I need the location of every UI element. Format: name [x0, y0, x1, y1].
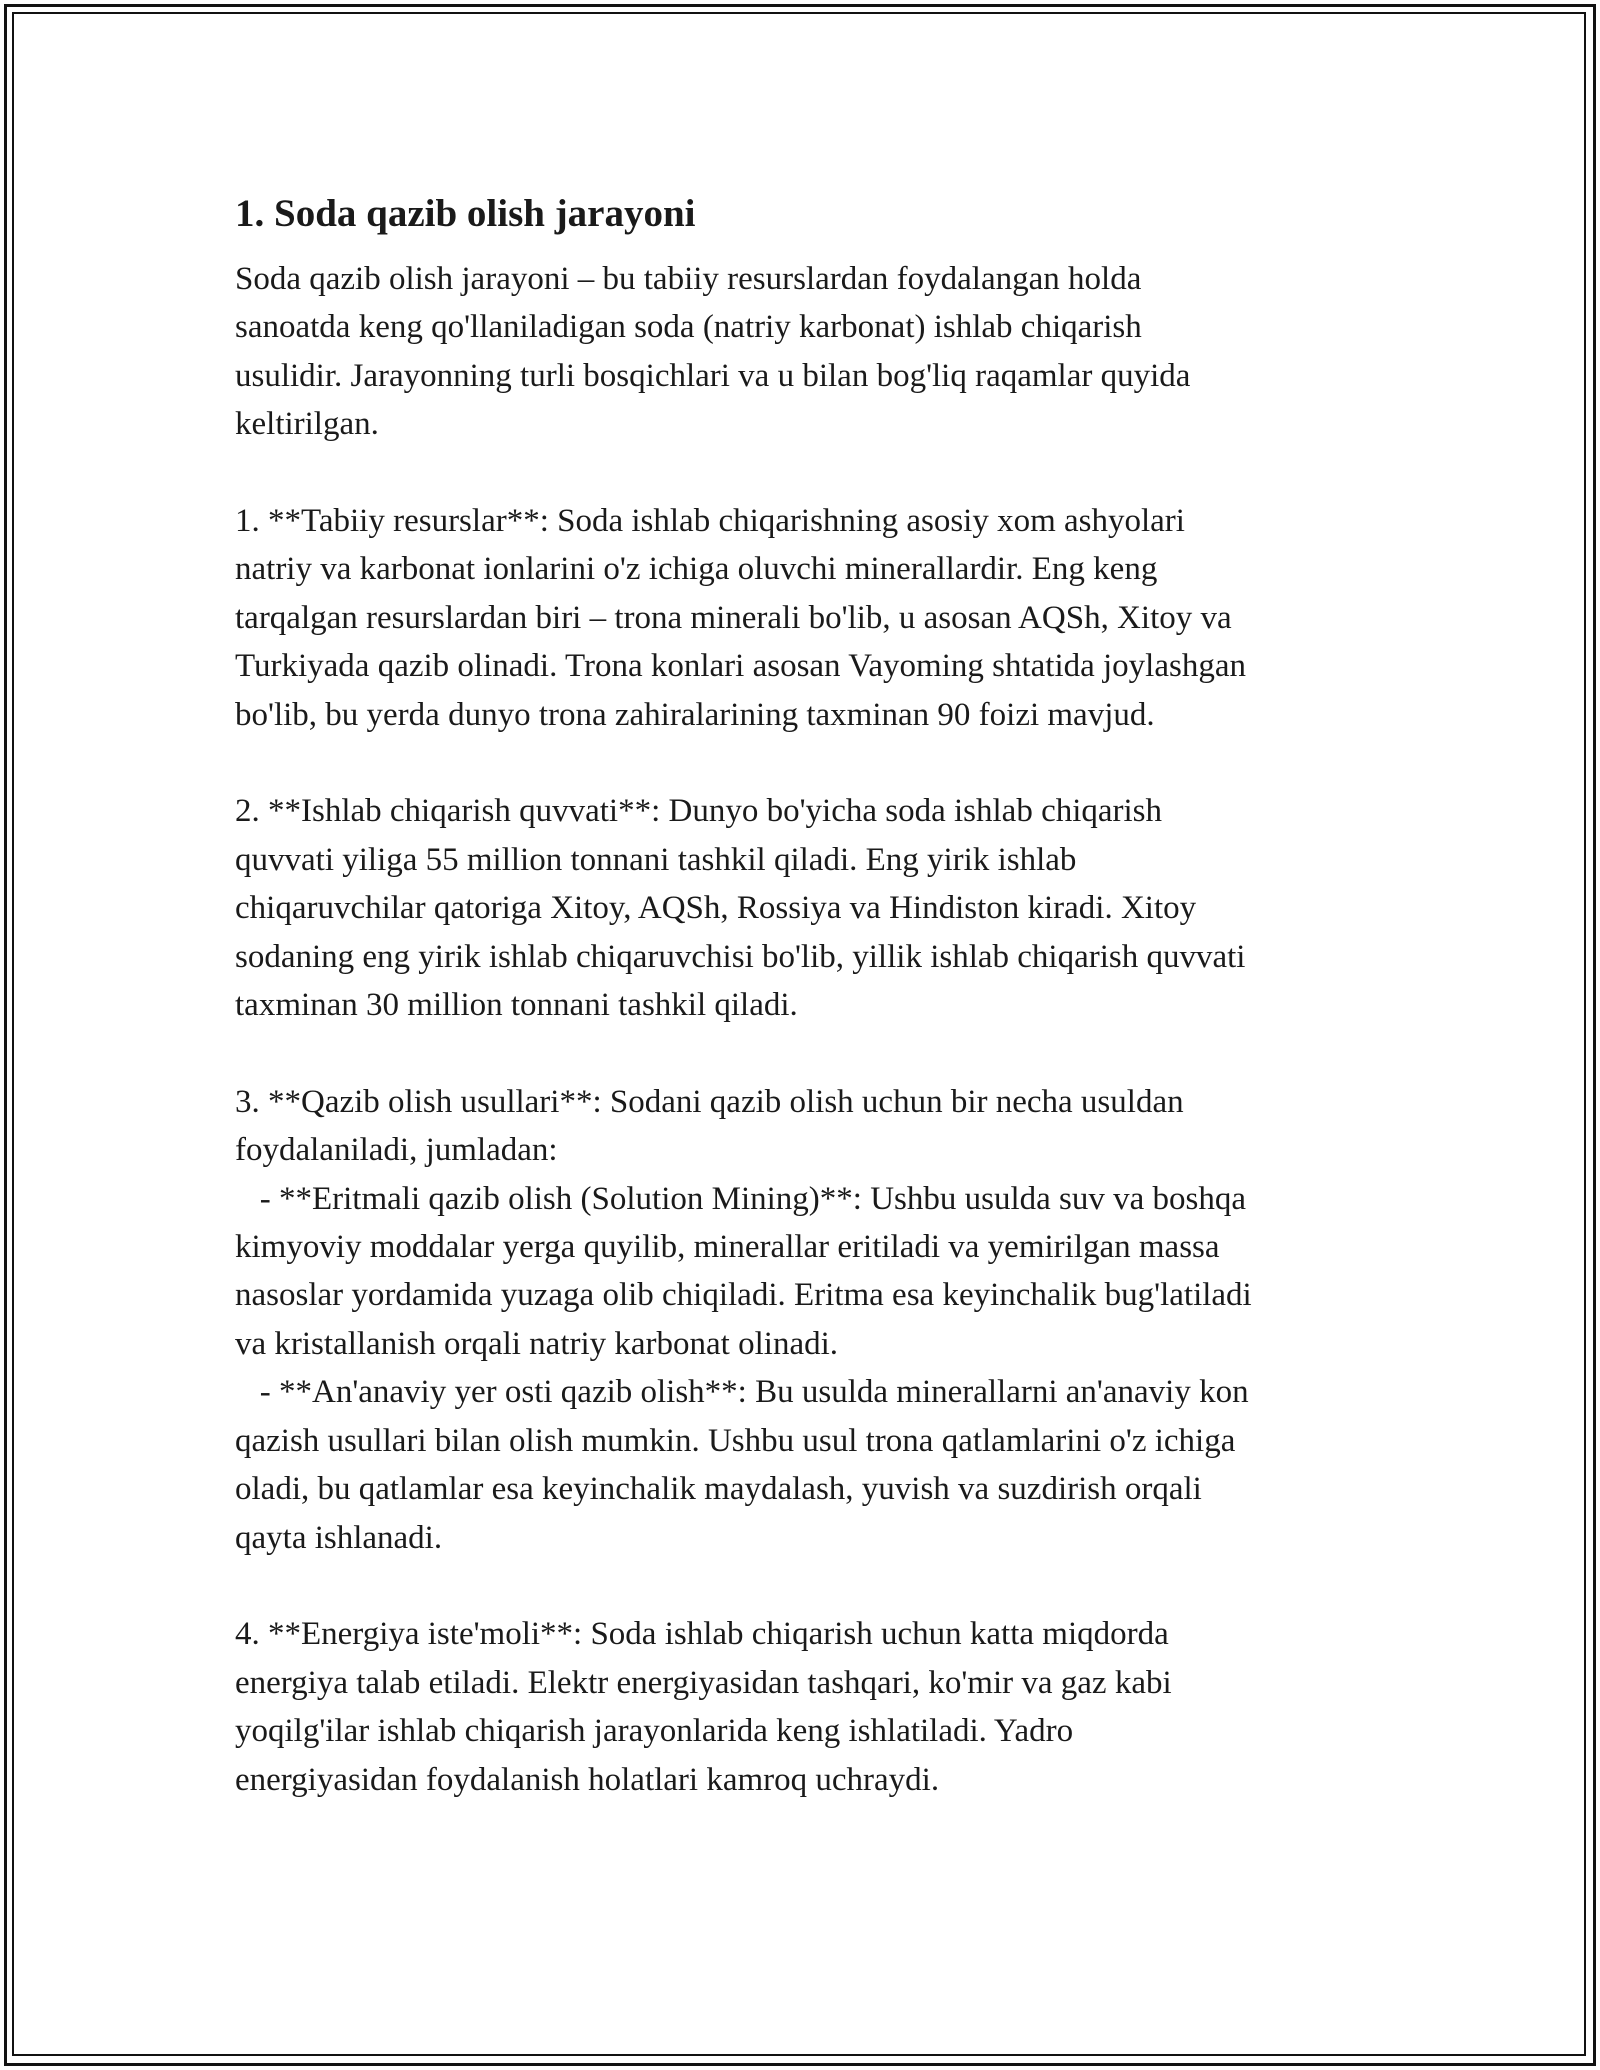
section-production-capacity: 2. **Ishlab chiqarish quvvati**: Dunyo bo'yicha soda ishlab chiqarish quvvati yiliga 55 million tonnani tashkil qiladi. Eng yirik ishlab chiqaruvchilar qatoriga Xitoy, AQSh, Rossiya va Hindiston kiradi. Xitoy sodaning eng yirik ishlab chiqaruvchisi bo'lib, yillik ishlab chiqarish quvvati taxminan 30 million tonnani tashkil qiladi.: [235, 793, 1246, 1024]
section-energy-consumption: 4. **Energiya iste'moli**: Soda ishlab chiqarish uchun katta miqdorda energiya talab etiladi. Elektr energiyasidan tashqari, ko'mir va gaz kabi yoqilg'ilar ishlab chiqarish jarayonlarida keng ishlatiladi. Yadro energiyasidan foydalanish holatlari kamroq uchraydi.: [235, 1616, 1172, 1798]
paragraph-gap: [235, 739, 1375, 787]
section-mining-methods: 3. **Qazib olish usullari**: Sodani qazib olish uchun bir necha usuldan foydalaniladi, jumladan: - **Eritmali qazib olish (Solution Mining)**: Ushbu usulda suv va boshqa kimyoviy moddalar yerga quyilib, minerallar eritiladi va yemirilgan massa nasoslar yordamida yuzaga olib chiqiladi. Eritma esa keyinchalik bug'latiladi va kristallanish orqali natriy karbonat olinadi. - **An'anaviy yer osti qazib olish**: Bu usulda minerallarni an'anaviy kon qazish usullari bilan olish mumkin. Ushbu usul trona qatlamlarini o'z ichiga oladi, bu qatlamlar esa keyinchalik maydalash, yuvish va suzdirish orqali qayta ishlanadi.: [235, 1083, 1252, 1556]
section-natural-resources: 1. **Tabiiy resurslar**: Soda ishlab chiqarishning asosiy xom ashyolari natriy va karbonat ionlarini o'z ichiga oluvchi minerallardir. Eng keng tarqalgan resurslardan biri – trona minerali bo'lib, u asosan AQSh, Xitoy va Turkiyada qazib olinadi. Trona konlari asosan Vayoming shtatida joylashgan bo'lib, bu yerda dunyo trona zahiralarining taxminan 90 foizi mavjud.: [235, 503, 1246, 733]
document-title: 1. Soda qazib olish jarayoni: [235, 192, 696, 235]
paragraph-gap: [235, 1562, 1375, 1610]
paragraph-gap: [235, 1029, 1375, 1077]
paragraph-gap: [235, 449, 1375, 497]
intro-paragraph: Soda qazib olish jarayoni – bu tabiiy resurslardan foydalangan holda sanoatda keng qo'llaniladigan soda (natriy karbonat) ishlab chiqarish usulidir. Jarayonning turli bosqichlari va u bilan bog'liq raqamlar quyida keltirilgan.: [235, 261, 1191, 443]
document-body: [235, 185, 1375, 1804]
